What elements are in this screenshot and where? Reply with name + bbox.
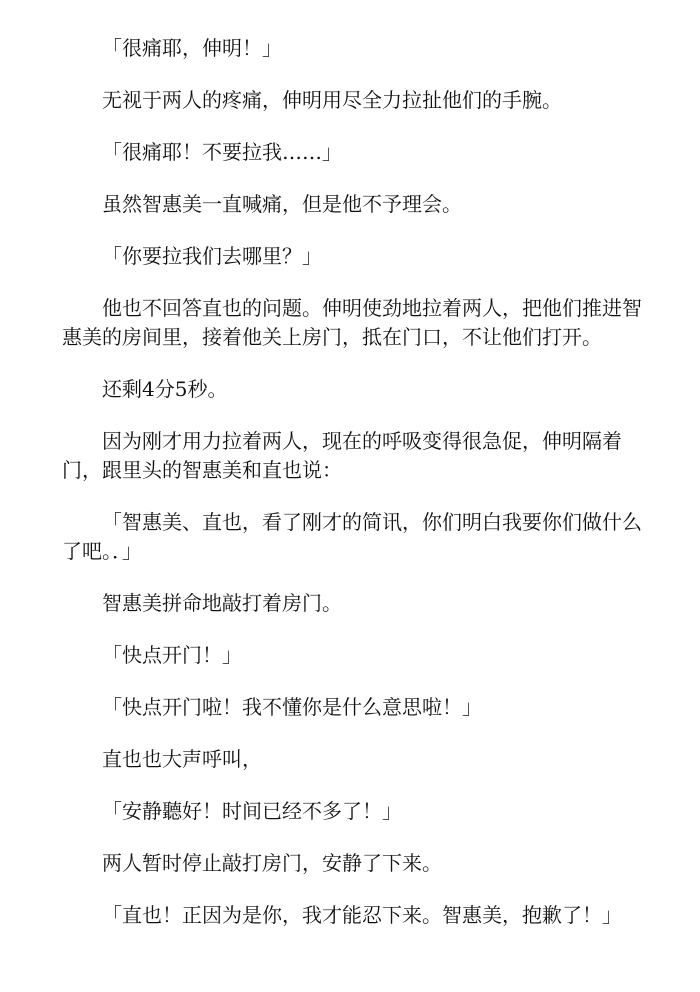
paragraph: 还剩4分5秒。 (102, 377, 228, 401)
document-page (62, 34, 652, 930)
paragraph: 「直也！正因为是你，我才能忍下来。智惠美，抱歉了！」 (102, 903, 622, 927)
paragraph: 「安静聽好！时间已经不多了！」 (102, 799, 402, 823)
paragraph: 智惠美拼命地敲打着房门。 (102, 591, 342, 615)
paragraph: 他也不回答直也的问题。伸明使劲地拉着两人，把他们推进智惠美的房间里，接着他关上房门，抵在门口，不让他们打开。 (62, 296, 642, 349)
paragraph: 因为刚才用力拉着两人，现在的呼吸变得很急促，伸明隔着门，跟里头的智惠美和直也说： (62, 429, 622, 482)
paragraph: 「快点开门！」 (102, 643, 242, 667)
paragraph: 无视于两人的疼痛，伸明用尽全力拉扯他们的手腕。 (102, 88, 562, 112)
paragraph: 「很痛耶！不要拉我……」 (102, 140, 342, 164)
paragraph: 「你要拉我们去哪里？」 (102, 244, 322, 268)
paragraph: 「快点开门啦！我不懂你是什么意思啦！」 (102, 695, 482, 719)
paragraph: 直也也大声呼叫， (102, 747, 262, 771)
paragraph: 两人暂时停止敲打房门，安静了下来。 (102, 851, 442, 875)
paragraph: 虽然智惠美一直喊痛，但是他不予理会。 (102, 192, 462, 216)
paragraph: 「很痛耶，伸明！」 (102, 36, 282, 60)
paragraph: 「智惠美、直也，看了刚才的简讯，你们明白我要你们做什么了吧。．」 (62, 510, 642, 563)
